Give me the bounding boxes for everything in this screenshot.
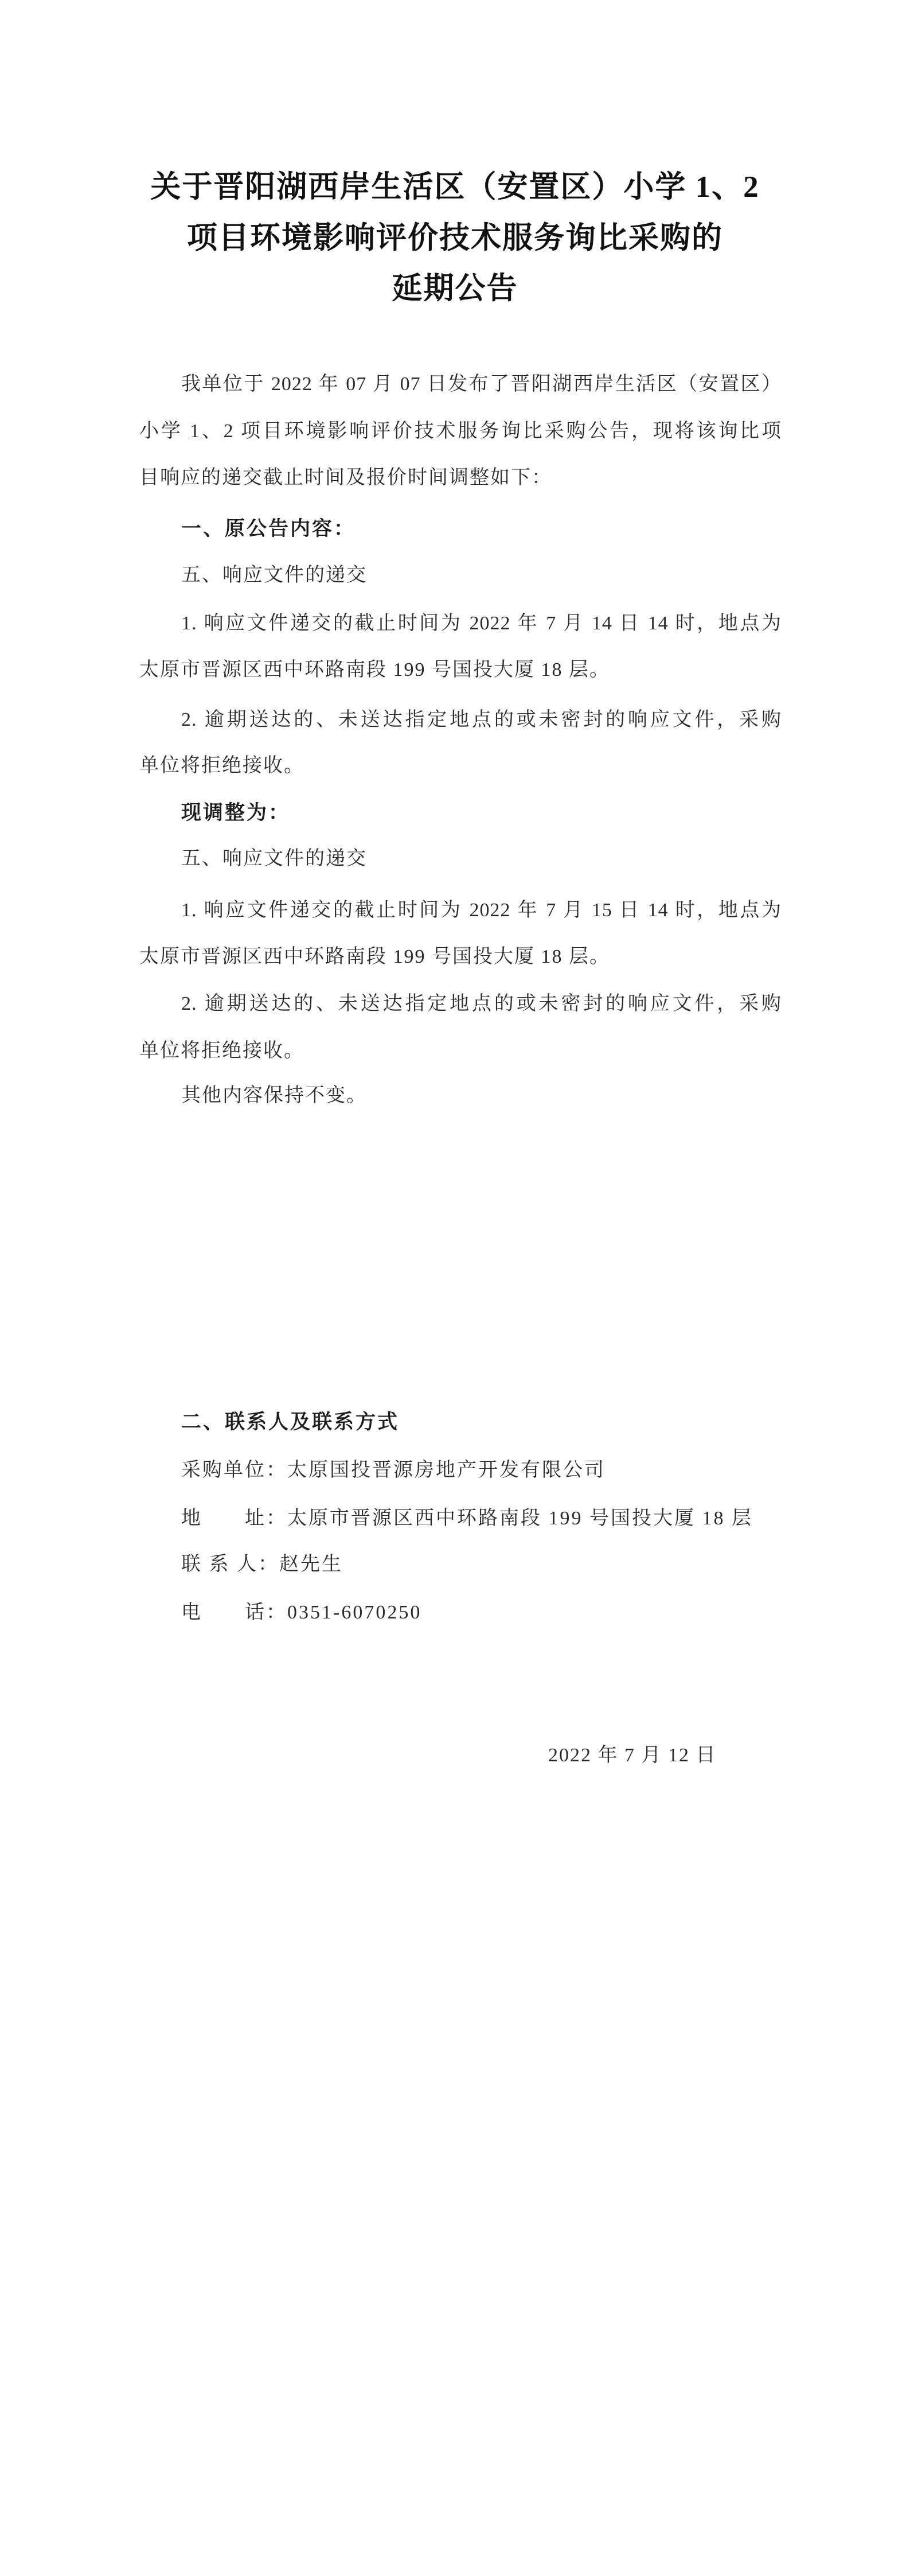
original-item-1-line-1: 1. 响应文件递交的截止时间为 2022 年 7 月 14 日 14 时，地点为 <box>181 613 782 634</box>
section-contact-heading: 二、联系人及联系方式 <box>181 1411 400 1433</box>
adjusted-item-2-line-2: 单位将拒绝接收。 <box>139 1040 304 1061</box>
contact-person: 联 系 人：赵先生 <box>181 1554 343 1575</box>
intro-paragraph-line-3: 目响应的递交截止时间及报价时间调整如下： <box>139 467 552 488</box>
section-original-heading: 一、原公告内容： <box>181 517 356 540</box>
unchanged-note: 其他内容保持不变。 <box>181 1085 367 1106</box>
intro-paragraph-line-2: 小学 1、2 项目环境影响评价技术服务询比采购公告，现将该询比项 <box>139 421 782 442</box>
intro-paragraph-line-1: 我单位于 2022 年 07 月 07 日发布了晋阳湖西岸生活区（安置区） <box>181 373 782 395</box>
original-item-2-line-1: 2. 逾期送达的、未送达指定地点的或未密封的响应文件，采购 <box>181 709 782 730</box>
contact-phone: 电 话：0351-6070250 <box>181 1602 422 1623</box>
section-adjusted-heading: 现调整为： <box>181 801 291 824</box>
original-item-2-line-2: 单位将拒绝接收。 <box>139 755 304 776</box>
document-title-line-2: 项目环境影响评价技术服务询比采购的 <box>187 221 723 255</box>
document-title-line-1: 关于晋阳湖西岸生活区（安置区）小学 1、2 <box>150 170 760 204</box>
announcement-date: 2022 年 7 月 12 日 <box>548 1745 717 1766</box>
section-original-subheading: 五、响应文件的递交 <box>181 565 367 586</box>
section-adjusted-subheading: 五、响应文件的递交 <box>181 848 367 869</box>
document-title-line-3: 延期公告 <box>392 272 518 305</box>
adjusted-item-2-line-1: 2. 逾期送达的、未送达指定地点的或未密封的响应文件，采购 <box>181 993 782 1014</box>
contact-purchaser: 采购单位：太原国投晋源房地产开发有限公司 <box>181 1460 606 1481</box>
adjusted-item-1-line-2: 太原市晋源区西中环路南段 199 号国投大厦 18 层。 <box>139 946 610 967</box>
adjusted-item-1-line-1: 1. 响应文件递交的截止时间为 2022 年 7 月 15 日 14 时，地点为 <box>181 900 782 921</box>
original-item-1-line-2: 太原市晋源区西中环路南段 199 号国投大厦 18 层。 <box>139 659 610 680</box>
contact-address: 地 址：太原市晋源区西中环路南段 199 号国投大厦 18 层 <box>181 1508 753 1529</box>
